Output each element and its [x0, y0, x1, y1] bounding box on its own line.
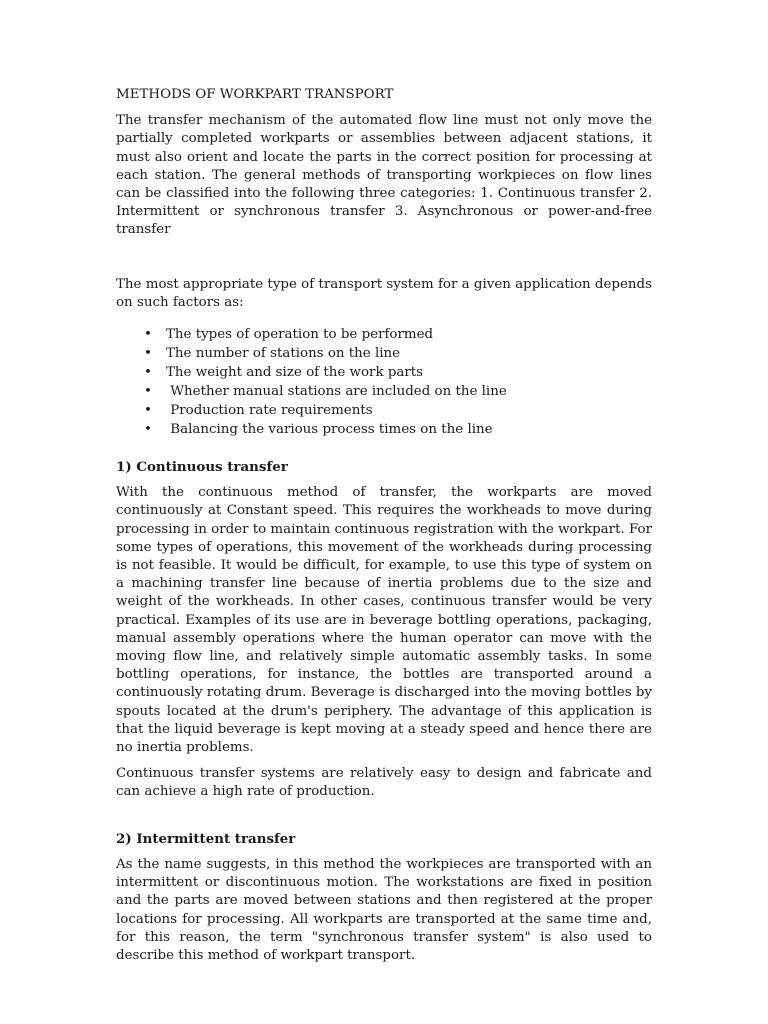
list-item-text: The types of operation to be performed [166, 327, 434, 343]
bullet-icon: • [144, 346, 152, 362]
intermittent-transfer-paragraph: As the name suggests, in this method the workpieces are transported with an intermittent or discontinuous motion. The workstations are fixed in position and the parts are moved between stations and then registered at the proper locations for processing. All workparts are transported at the same time and, for this reason, the term "synchronous transfer system" is also used to describe this method of workpart transport. [116, 856, 652, 963]
section-heading-continuous-transfer: 1) Continuous transfer [116, 459, 288, 476]
continuous-transfer-paragraph: With the continuous method of transfer, the workparts are moved continuously at Constant speed. This requires the workheads to move during processing in order to maintain continuous registration with the workpart. For some types of operations, this movement of the workheads during processing is not feasible. It would be difficult, for example, to use this type of system on a machining transfer line because of inertia problems due to the size and weight of the workheads. In other cases, continuous transfer would be very practical. Examples of its use are in beverage bottling operations, packaging, manual assembly operations where the human operator can move with the moving flow line, and relatively simple automatic assembly tasks. In some bottling operations, for instance, the bottles are transported around a continuously rotating drum. Beverage is discharged into the moving bottles by spouts located at the drum's periphery. The advantage of this application is that the liquid beverage is kept moving at a steady speed and hence there are no inertia problems. [116, 485, 652, 756]
list-item [116, 421, 652, 440]
bullet-icon: • [144, 384, 152, 400]
bullet-icon: • [144, 365, 152, 381]
bullet-icon: • [144, 422, 152, 438]
section-heading-intermittent-transfer: 2) Intermittent transfer [116, 830, 296, 847]
list-item [116, 345, 652, 364]
document-title: METHODS OF WORKPART TRANSPORT [116, 87, 394, 102]
list-item [116, 364, 652, 383]
document-page [116, 86, 652, 965]
list-item [116, 402, 652, 421]
list-item-text: Whether manual stations are included on the line [166, 384, 507, 400]
bullet-icon: • [144, 327, 152, 343]
bullet-icon: • [144, 403, 152, 419]
list-item [116, 326, 652, 345]
list-item-text: Production rate requirements [166, 403, 373, 419]
factors-intro-paragraph: The most appropriate type of transport system for a given application depends on such factors as: [116, 276, 652, 310]
continuous-transfer-summary-paragraph: Continuous transfer systems are relatively easy to design and fabricate and can achieve a high rate of production. [116, 766, 652, 800]
list-item-text: The number of stations on the line [166, 346, 401, 362]
list-item-text: Balancing the various process times on the line [166, 422, 493, 438]
list-item-text: The weight and size of the work parts [166, 365, 424, 381]
factors-list [116, 326, 652, 440]
list-item [116, 383, 652, 402]
intro-paragraph: The transfer mechanism of the automated flow line must not only move the partially completed workparts or assemblies between adjacent stations, it must also orient and locate the parts in the correct position for processing at each station. The general methods of transporting workpieces on flow lines can be classified into the following three categories: 1. Continuous transfer 2. Intermittent or synchronous transfer 3. Asynchronous or power-and-free transfer [116, 113, 652, 238]
